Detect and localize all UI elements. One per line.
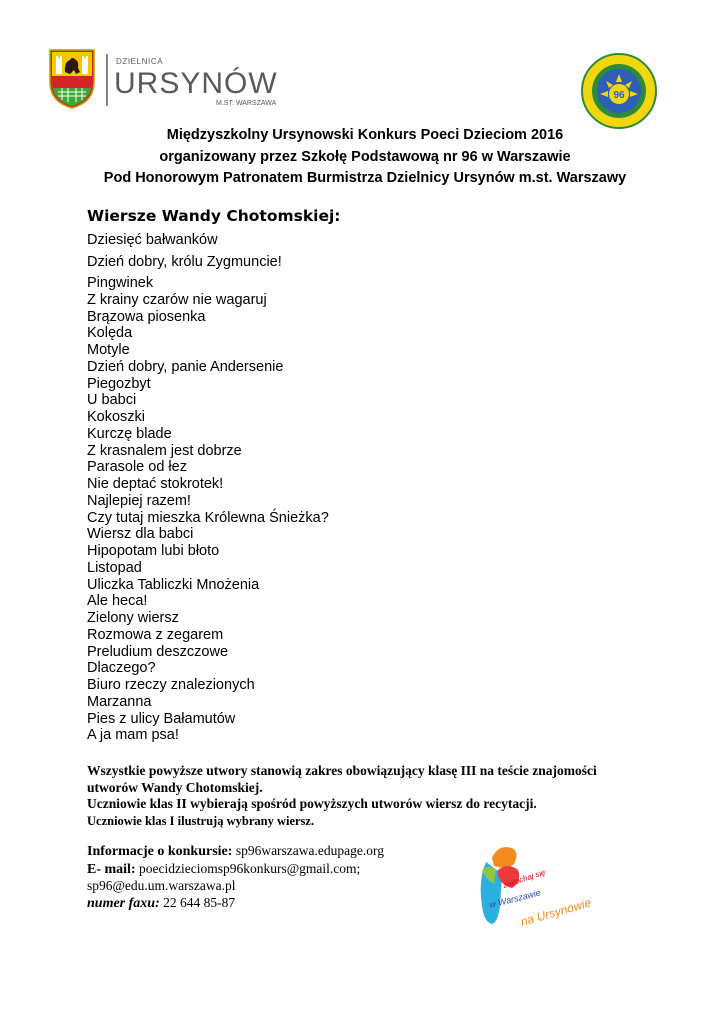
contact-email2-line [87,878,384,895]
fax-value: 22 644 85-87 [159,894,236,910]
poem-list [87,275,329,744]
email-link[interactable]: poecidzieciomsp96konkurs@gmail.com; [135,860,361,876]
note-line: utworów Wandy Chotomskiej. [87,779,263,795]
note-line: Uczniowie klas I ilustrują wybrany wiersz. [87,813,315,828]
email-label: E- mail: [87,861,136,877]
poem-item: Preludium deszczowe [87,643,229,660]
poem-item: Marzanna [87,693,152,710]
poem-item: Najlepiej razem! [87,492,191,509]
poem-item: Dziesięć bałwanków [87,232,218,248]
contact-email-line [87,861,384,879]
ursynow-small-label: DZIELNICA [116,57,164,66]
header-line-1: Międzyszkolny Ursynowski Konkurs Poeci Dzieciom 2016 [166,127,564,143]
zakochaj-line-3: na Ursynowie [518,895,593,929]
zakochaj-line-1: zakochaj się [501,867,547,890]
ursynow-sub-label: M.ST. WARSZAWA [216,100,277,107]
poem-item: Hipopotam lubi błoto [87,543,220,559]
contact-info [87,843,384,912]
poem-item: Kolęda [87,325,133,342]
note-line: Wszystkie powyższe utwory stanowią zakres obowiązujący klasę III na teście znajomości [87,763,597,778]
school-emblem [580,52,658,130]
poem-item: Kurczę blade [87,425,172,442]
poem-item: Zielony wiersz [87,610,179,626]
poem-item: Dlaczego? [87,660,156,677]
contact-fax-line [87,895,384,913]
poem-item: Czy tutaj mieszka Królewna Śnieżka? [87,509,329,526]
poem-item: Z krainy czarów nie wagaruj [87,291,267,308]
poem-item: Ale heca! [87,593,148,610]
zakochaj-logo-icon [468,840,608,935]
poem-item: Motyle [87,342,130,358]
poem-item: A ja mam psa! [87,727,179,744]
scope-notes [87,763,687,829]
poem-item: Z krasnalem jest dobrze [87,442,242,459]
ursynow-crest-icon [48,48,298,110]
info-link[interactable]: sp96warszawa.edupage.org [232,843,385,858]
contact-info-line [87,843,384,861]
poem-item: Pies z ulicy Bałamutów [87,710,236,727]
poem-item: Pingwinek [87,275,154,291]
poem-item: Kokoszki [87,409,146,425]
poem-item: Listopad [87,559,142,576]
poem-item: U babci [87,392,137,409]
header-line-3: Pod Honorowym Patronatem Burmistrza Dzielnicy Ursynów m.st. Warszawy [103,170,627,186]
poem-item: Parasole od łez [87,459,187,476]
poem-item: Wiersz dla babci [87,526,194,543]
poem-item: Uliczka Tabliczki Mnożenia [87,576,260,593]
ursynow-logo [48,48,298,110]
document-header [70,125,660,190]
poem-item: Dzień dobry, królu Zygmuncie! [87,254,282,270]
poem-item: Piegozbyt [87,375,151,392]
poem-item: Brązowa piosenka [87,308,206,325]
zakochaj-logo [468,840,608,935]
poem-item: Nie deptać stokrotek! [87,476,224,492]
school-emblem-icon [580,52,658,130]
poem-item: Biuro rzeczy znalezionych [87,677,255,693]
fax-label: numer faxu: [87,895,160,911]
note-line: Uczniowie klas II wybierają spośród powyższych utworów wiersz do recytacji. [87,796,537,811]
zakochaj-line-2: w Warszawie [488,887,542,910]
school-number-label: 96 [613,90,625,101]
poem-item: Dzień dobry, panie Andersenie [87,358,284,375]
poems-title: Wiersze Wandy Chotomskiej: [87,207,341,225]
poem-item: Rozmowa z zegarem [87,626,224,643]
header-line-2: organizowany przez Szkołę Podstawową nr 96 w Warszawie [159,148,571,165]
ursynow-big-label: URSYNÓW [114,67,278,100]
info-label: Informacje o konkursie: [87,844,233,859]
email2-link[interactable]: sp96@edu.um.warszawa.pl [87,878,236,893]
